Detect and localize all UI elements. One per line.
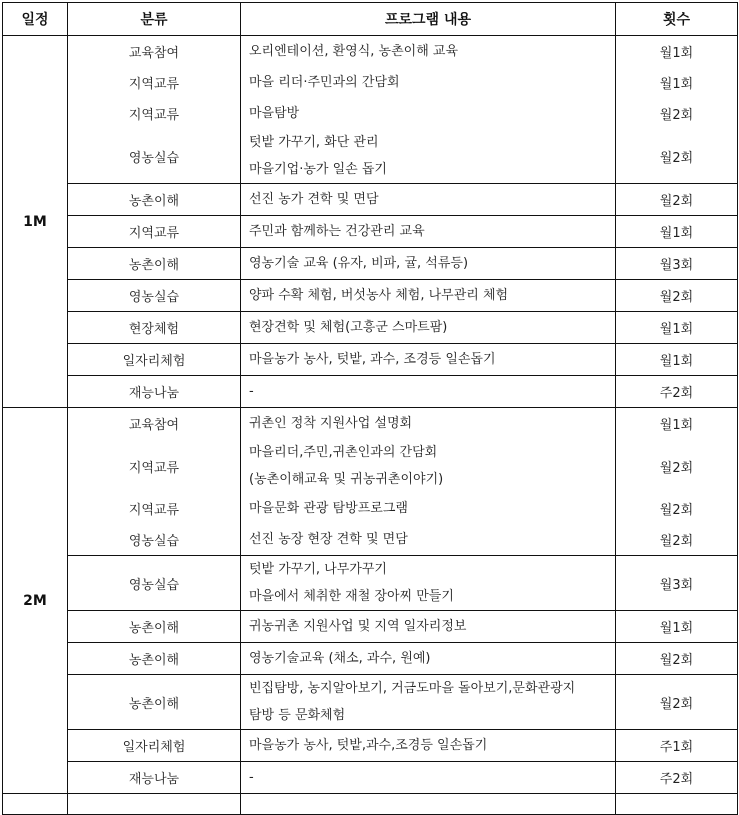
count-label: 주2회 <box>659 772 694 787</box>
program-text: 마을농가 농사, 텃밭, 과수, 조경등 일손돕기 <box>249 352 496 367</box>
count-label: 월1회 <box>659 226 694 241</box>
category-cell <box>68 556 241 611</box>
category-cell <box>68 184 241 216</box>
program-cell <box>241 248 616 280</box>
program-cell <box>241 376 616 408</box>
count-label: 월1회 <box>659 46 694 61</box>
program-text: 마을 리더·주민과의 간담회 <box>249 75 400 90</box>
program-text: 현장견학 및 체험(고흥군 스마트팜) <box>249 320 448 335</box>
category-cell <box>68 36 241 184</box>
program-text: - <box>249 770 254 785</box>
program-cell <box>241 730 616 762</box>
table-row <box>3 730 738 762</box>
category-label: 농촌이해 <box>128 194 180 209</box>
header-program: 프로그램 내용 <box>241 3 616 36</box>
category-label: 농촌이해 <box>128 258 180 273</box>
count-cell <box>616 730 738 762</box>
category-label: 농촌이해 <box>128 621 180 636</box>
program-text: (농촌이해교육 및 귀농귀촌이야기) <box>249 472 444 487</box>
program-text: 양파 수확 체험, 버섯농사 체험, 나무관리 체험 <box>249 288 509 303</box>
program-text: 텃밭 가꾸기, 화단 관리 <box>249 135 379 150</box>
count-cell <box>616 36 738 184</box>
category-cell <box>68 643 241 675</box>
header-category: 분류 <box>68 3 241 36</box>
category-label: 현장체험 <box>128 322 180 337</box>
table-row <box>3 280 738 312</box>
category-cell <box>68 344 241 376</box>
program-cell <box>241 556 616 611</box>
program-cell <box>241 344 616 376</box>
count-cell <box>616 762 738 794</box>
program-text: 탐방 등 문화체험 <box>249 708 346 723</box>
program-text: 주민과 함께하는 건강관리 교육 <box>249 224 425 239</box>
category-label: 농촌이해 <box>128 653 180 668</box>
program-text: 마을문화 관광 탐방프로그램 <box>249 501 408 516</box>
program-cell <box>241 762 616 794</box>
count-label: 월2회 <box>659 460 694 476</box>
count-label: 주1회 <box>659 740 694 755</box>
category-cell <box>68 216 241 248</box>
program-text: 마을에서 체취한 재철 장아찌 만들기 <box>249 589 454 604</box>
table-row <box>3 675 738 730</box>
category-cell <box>68 376 241 408</box>
count-cell <box>616 408 738 556</box>
table-row <box>3 248 738 280</box>
program-cell <box>241 611 616 643</box>
table-row <box>3 556 738 611</box>
count-label: 월2회 <box>659 534 694 549</box>
count-cell <box>616 611 738 643</box>
program-cell <box>241 408 616 556</box>
program-cell <box>241 643 616 675</box>
empty-cell <box>3 794 68 815</box>
count-cell <box>616 675 738 730</box>
category-label: 지역교류 <box>128 108 180 123</box>
schedule-cell: 2M <box>3 408 68 794</box>
program-text: 마을농가 농사, 텃밭,과수,조경등 일손돕기 <box>249 738 488 753</box>
count-label: 월2회 <box>659 194 694 209</box>
count-cell <box>616 344 738 376</box>
program-text: 영농기술교육 (채소, 과수, 원예) <box>249 651 431 666</box>
program-text: 선진 농장 현장 견학 및 면담 <box>249 532 408 547</box>
category-cell <box>68 675 241 730</box>
category-cell <box>68 312 241 344</box>
empty-cell <box>68 794 241 815</box>
category-label: 일자리체험 <box>122 740 186 755</box>
count-cell <box>616 248 738 280</box>
program-cell <box>241 184 616 216</box>
count-label: 월1회 <box>659 418 694 433</box>
count-label: 월1회 <box>659 354 694 369</box>
program-text: 귀농귀촌 지원사업 및 지역 일자리정보 <box>249 619 467 634</box>
header-count: 횟수 <box>616 3 738 36</box>
program-cell <box>241 216 616 248</box>
program-text: 오리엔테이션, 환영식, 농촌이해 교육 <box>249 44 459 59</box>
table-row <box>3 184 738 216</box>
table-row <box>3 408 738 556</box>
count-label: 월2회 <box>659 290 694 305</box>
count-label: 월1회 <box>659 322 694 337</box>
header-schedule: 일정 <box>3 3 68 36</box>
category-cell <box>68 611 241 643</box>
count-cell <box>616 376 738 408</box>
category-cell <box>68 280 241 312</box>
category-label: 재능나눔 <box>128 772 180 787</box>
count-cell <box>616 216 738 248</box>
category-label: 지역교류 <box>128 460 180 476</box>
category-label: 지역교류 <box>128 503 180 518</box>
table-row-next <box>3 794 738 815</box>
count-label: 월2회 <box>659 150 694 166</box>
program-cell <box>241 312 616 344</box>
program-text: 귀촌인 정착 지원사업 설명회 <box>249 416 413 431</box>
count-label: 월3회 <box>659 258 694 273</box>
count-label: 월2회 <box>659 696 694 712</box>
program-cell <box>241 280 616 312</box>
count-label: 월1회 <box>659 77 694 92</box>
count-label: 주2회 <box>659 386 694 401</box>
count-label: 월1회 <box>659 621 694 636</box>
count-label: 월2회 <box>659 503 694 518</box>
category-label: 영농실습 <box>128 577 180 593</box>
category-label: 영농실습 <box>128 290 180 305</box>
program-text: 선진 농가 견학 및 면담 <box>249 192 379 207</box>
category-label: 교육참여 <box>128 418 180 433</box>
program-text: - <box>249 384 254 399</box>
table-row <box>3 312 738 344</box>
count-cell <box>616 184 738 216</box>
schedule-cell: 1M <box>3 36 68 408</box>
count-label: 월2회 <box>659 108 694 123</box>
category-label: 농촌이해 <box>128 696 180 712</box>
count-label: 월3회 <box>659 577 694 593</box>
category-label: 일자리체험 <box>122 354 186 369</box>
table-row <box>3 344 738 376</box>
category-cell <box>68 248 241 280</box>
program-text: 텃밭 가꾸기, 나무가꾸기 <box>249 562 387 577</box>
program-text: 마을기업·농가 일손 돕기 <box>249 162 387 177</box>
category-label: 재능나눔 <box>128 386 180 401</box>
count-cell <box>616 556 738 611</box>
program-text: 마을리더,주민,귀촌인과의 간담회 <box>249 445 438 460</box>
category-cell <box>68 730 241 762</box>
program-schedule-table <box>2 2 737 815</box>
table-row <box>3 376 738 408</box>
program-cell <box>241 36 616 184</box>
header-row <box>3 3 738 36</box>
category-label: 지역교류 <box>128 77 180 92</box>
table-row <box>3 611 738 643</box>
table-row <box>3 216 738 248</box>
table-row <box>3 762 738 794</box>
category-label: 영농실습 <box>128 150 180 166</box>
program-cell <box>241 675 616 730</box>
count-cell <box>616 643 738 675</box>
count-label: 월2회 <box>659 653 694 668</box>
program-text: 마을탐방 <box>249 106 300 121</box>
program-text: 영농기술 교육 (유자, 비파, 귤, 석류등) <box>249 256 469 271</box>
program-text: 빈집탐방, 농지알아보기, 거금도마을 돌아보기,문화관광지 <box>249 681 576 696</box>
empty-cell <box>616 794 738 815</box>
table-row <box>3 643 738 675</box>
category-label: 지역교류 <box>128 226 180 241</box>
count-cell <box>616 312 738 344</box>
empty-cell <box>241 794 616 815</box>
category-cell <box>68 762 241 794</box>
table-row <box>3 36 738 184</box>
category-label: 교육참여 <box>128 46 180 61</box>
category-label: 영농실습 <box>128 534 180 549</box>
count-cell <box>616 280 738 312</box>
category-cell <box>68 408 241 556</box>
